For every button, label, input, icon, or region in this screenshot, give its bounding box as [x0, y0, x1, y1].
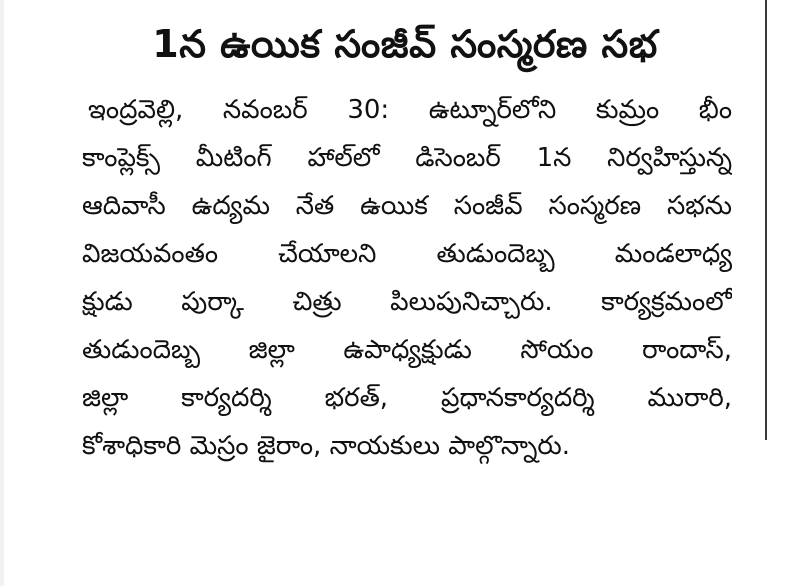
body-line-2: కాంప్లెక్స్ మీటింగ్ హాల్‌లో డిసెంబర్ 1న నిర్వహిస్తున్న [82, 143, 732, 173]
left-edge-shadow [0, 0, 4, 586]
body-line-5: క్షుడు పుర్కా చిత్రు పిలుపునిచ్చారు. కార్యక్రమంలో [82, 287, 732, 317]
column-rule [765, 0, 767, 440]
body-line-3: ఆదివాసీ ఉద్యమ నేత ఉయిక సంజీవ్ సంస్మరణ సభను [82, 191, 732, 221]
article-headline: 1న ఉయిక సంజీవ్ సంస్మరణ సభ [152, 22, 658, 66]
article-body [82, 86, 732, 470]
body-line-8: కోశాధికారి మెస్రం జైరాం, నాయకులు పాల్గొన్నారు. [82, 431, 571, 461]
body-line-1: ఇంద్రవెల్లి, నవంబర్ 30: ఉట్నూర్‌లోని కుమ్రం భీం [88, 95, 732, 125]
body-line-4: విజయవంతం చేయాలని తుడుందెబ్బ మండలాధ్య [82, 239, 732, 269]
body-line-7: జిల్లా కార్యదర్శి భరత్, ప్రధానకార్యదర్శి మురారి, [82, 383, 732, 413]
body-line-6: తుడుందెబ్బ జిల్లా ఉపాధ్యక్షుడు సోయం రాందాస్, [82, 335, 732, 365]
